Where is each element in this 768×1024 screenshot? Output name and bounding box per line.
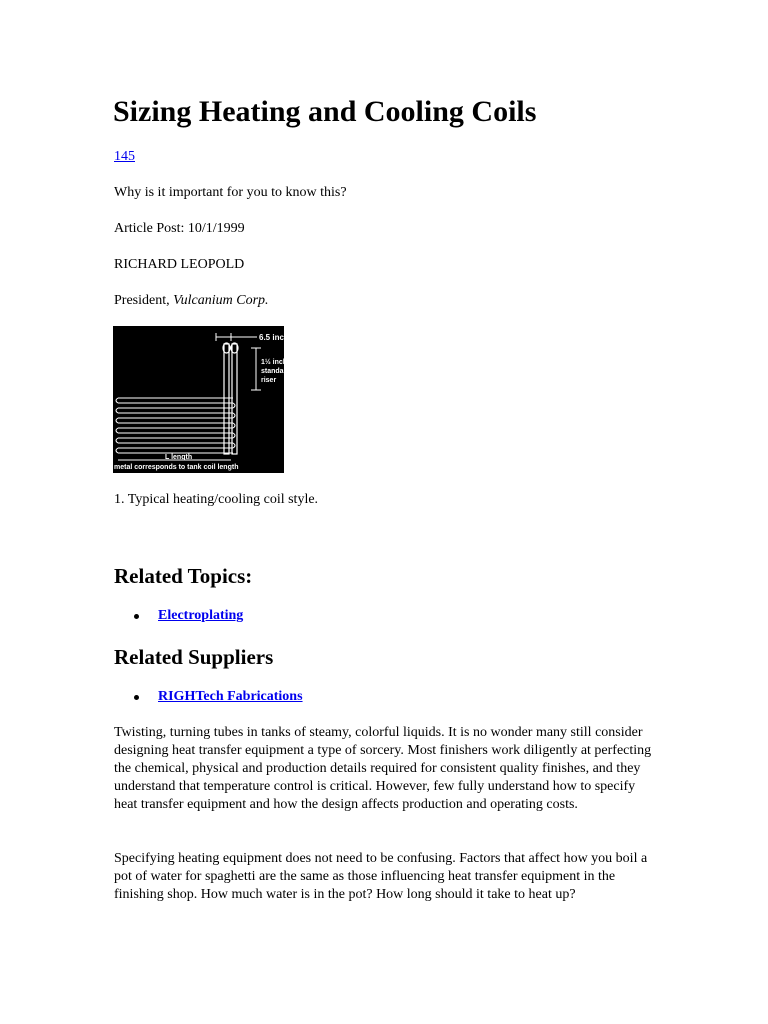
author-name: RICHARD LEOPOLD (114, 257, 245, 272)
body-paragraph-1: Twisting, turning tubes in tanks of steamy, colorful liquids. It is no wonder many still consider designing heat transfer equipment a type of sorcery. Most finishers work diligently at perfecting the chemical, physical and production details required for consistent quality finishes, and they understand that temperature control is critical. However, few fully understand how to specify heat transfer equipment and how the design affects production and operating costs. (114, 725, 652, 812)
body-paragraph-2: Specifying heating equipment does not need to be confusing. Factors that affect how you boil a pot of water for spaghetti are the same as those influencing heat transfer equipment in the finishing shop. How much water is in the pot? How long should it take to heat up? (114, 851, 648, 902)
figure-caption: 1. Typical heating/cooling coil style. (114, 492, 319, 507)
related-topics-heading: Related Topics: (114, 564, 253, 588)
coil-figure (113, 326, 291, 473)
related-topic-link[interactable]: Electroplating (158, 608, 244, 623)
page-title: Sizing Heating and Cooling Coils (113, 95, 537, 128)
figure-label-length: L length (165, 454, 193, 461)
author-role (114, 292, 269, 310)
bullet-icon (134, 695, 139, 700)
figure-label-top: 6.5 inch (259, 333, 289, 342)
article-question: Why is it important for you to know this? (114, 185, 347, 200)
bullet-icon (134, 614, 139, 619)
related-supplier-link[interactable]: RIGHTech Fabrications (158, 689, 303, 704)
figure-label-bottom: metal corresponds to tank coil length (114, 464, 239, 471)
author-role-prefix: President, (114, 293, 174, 308)
page-number-line (114, 148, 135, 166)
post-date: Article Post: 10/1/1999 (114, 221, 245, 236)
figure-label-riser-1: 1½ inch (261, 359, 288, 366)
coil-diagram (113, 326, 291, 473)
related-suppliers-heading: Related Suppliers (114, 645, 274, 669)
author-company: Vulcanium Corp. (173, 293, 269, 308)
figure-label-riser-3: riser (261, 377, 277, 384)
page-number-link[interactable]: 145 (114, 149, 135, 164)
figure-label-riser-2: standard (261, 368, 291, 375)
